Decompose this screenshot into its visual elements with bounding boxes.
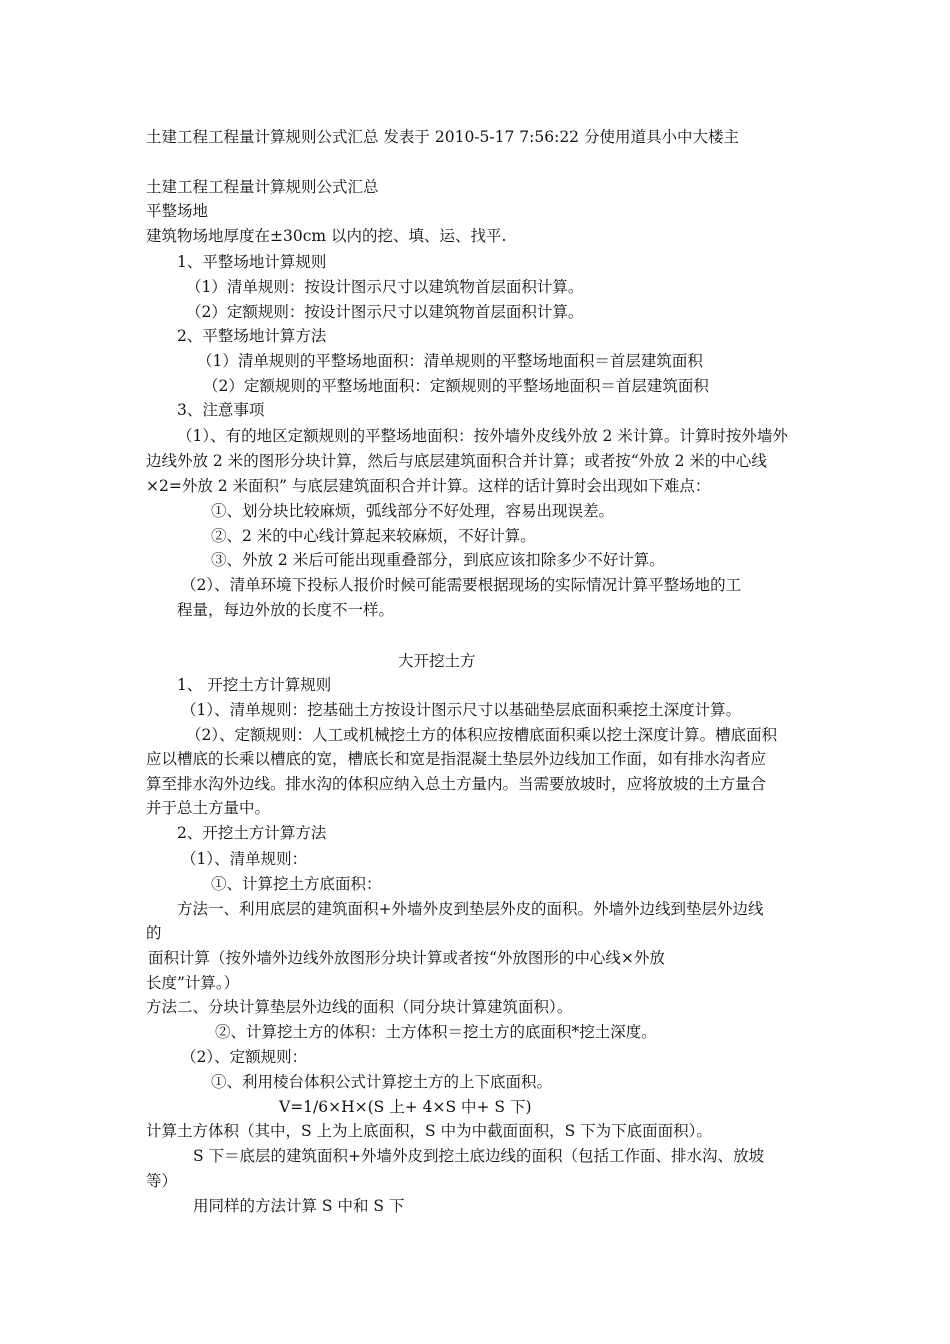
paragraph: （1）清单规则：按设计图示尺寸以建筑物首层面积计算。 xyxy=(186,278,584,296)
paragraph: 用同样的方法计算 S 中和 S 下 xyxy=(193,1197,405,1215)
subheading: （1）、清单规则： xyxy=(181,850,308,868)
paragraph: ×2=外放 2 米面积” 与底层建筑面积合并计算。这样的话计算时会出现如下难点： xyxy=(146,477,711,495)
list-item: ①、划分块比较麻烦，弧线部分不好处理，容易出现误差。 xyxy=(211,502,615,520)
section-heading: 平整场地 xyxy=(146,202,209,220)
paragraph: （1）清单规则的平整场地面积：清单规则的平整场地面积＝首层建筑面积 xyxy=(197,352,703,370)
paragraph: 边线外放 2 米的图形分块计算，然后与底层建筑面积合并计算；或者按“外放 2 米的中心线 xyxy=(146,452,767,470)
paragraph: 方法一、利用底层的建筑面积+外墙外皮到垫层外皮的面积。外墙外边线到垫层外边线 xyxy=(177,900,764,918)
list-item: ②、计算挖土方的体积：土方体积＝挖土方的底面积*挖土深度。 xyxy=(215,1023,657,1041)
paragraph: 并于总土方量中。 xyxy=(146,799,271,817)
list-item: ①、利用棱台体积公式计算挖土方的上下底面积。 xyxy=(211,1073,553,1091)
subheading: 1、平整场地计算规则 xyxy=(177,253,327,271)
paragraph: （2）定额规则：按设计图示尺寸以建筑物首层面积计算。 xyxy=(186,303,584,321)
paragraph: 计算土方体积（其中，S 上为上底面积，S 中为中截面面积，S 下为下底面面积）。 xyxy=(146,1122,712,1140)
paragraph: 方法二、分块计算垫层外边线的面积（同分块计算建筑面积）。 xyxy=(146,998,573,1016)
paragraph: 应以槽底的长乘以槽底的宽，槽底长和宽是指混凝土垫层外边线加工作面，如有排水沟者应 xyxy=(146,750,767,768)
paragraph: 算至排水沟外边线。排水沟的体积应纳入总土方量内。当需要放坡时，应将放坡的土方量合 xyxy=(146,775,767,793)
paragraph: 等） xyxy=(146,1172,178,1190)
paragraph: 建筑物场地厚度在±30cm 以内的挖、填、运、找平. xyxy=(146,227,507,245)
section-heading: 大开挖土方 xyxy=(398,652,476,670)
list-item: ②、2 米的中心线计算起来较麻烦，不好计算。 xyxy=(211,527,536,545)
subheading: （2）、定额规则： xyxy=(181,1048,308,1066)
paragraph: 程量，每边外放的长度不一样。 xyxy=(177,601,395,619)
paragraph: 的 xyxy=(146,924,162,942)
subheading: 3、注意事项 xyxy=(177,401,265,419)
paragraph: （1）、有的地区定额规则的平整场地面积：按外墙外皮线外放 2 米计算。计算时按外墙外 xyxy=(177,427,788,445)
subheading: 2、平整场地计算方法 xyxy=(177,327,327,345)
subheading: 1、 开挖土方计算规则 xyxy=(177,676,332,694)
paragraph: （2）、定额规则：人工或机械挖土方的体积应按槽底面积乘以挖土深度计算。槽底面积 xyxy=(186,726,778,744)
paragraph: S 下＝底层的建筑面积+外墙外皮到挖土底边线的面积（包括工作面、排水沟、放坡 xyxy=(193,1147,765,1165)
paragraph: （2）、清单环境下投标人报价时候可能需要根据现场的实际情况计算平整场地的工 xyxy=(181,576,742,594)
list-item: ①、计算挖土方底面积： xyxy=(211,875,382,893)
formula: V=1/6×H×(S 上+ 4×S 中+ S 下) xyxy=(279,1098,532,1116)
paragraph: （2）定额规则的平整场地面积：定额规则的平整场地面积＝首层建筑面积 xyxy=(203,377,709,395)
subheading: 2、开挖土方计算方法 xyxy=(177,824,327,842)
document-title: 土建工程工程量计算规则公式汇总 xyxy=(146,178,379,196)
paragraph: （1）、清单规则：挖基础土方按设计图示尺寸以基础垫层底面积乘挖土深度计算。 xyxy=(181,701,742,719)
list-item: ③、外放 2 米后可能出现重叠部分，到底应该扣除多少不好计算。 xyxy=(211,551,665,569)
paragraph: 长度”计算。） xyxy=(146,974,240,992)
paragraph: 面积计算（按外墙外边线外放图形分块计算或者按“外放图形的中心线×外放 xyxy=(148,949,665,967)
header-line: 土建工程工程量计算规则公式汇总 发表于 2010-5-17 7:56:22 分使用道具小中大楼主 xyxy=(146,128,739,146)
